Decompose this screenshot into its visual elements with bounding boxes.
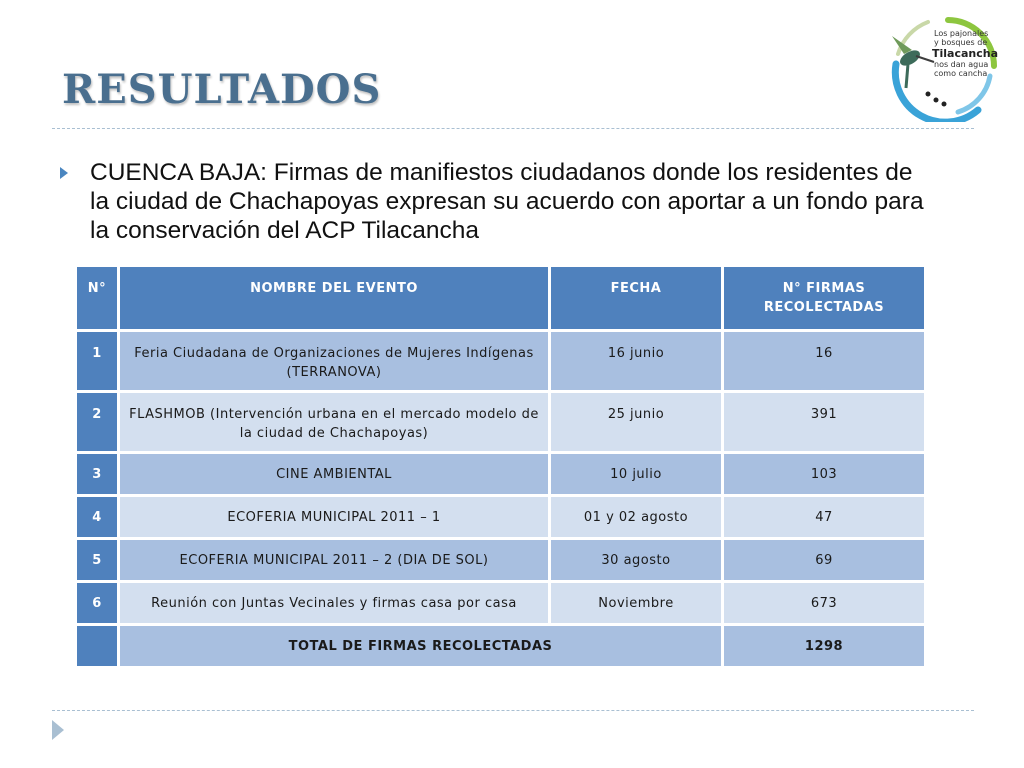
hummingbird-logo-icon — [888, 14, 1006, 122]
row-firms: 103 — [724, 454, 924, 494]
row-firms: 69 — [724, 540, 924, 580]
results-table — [74, 264, 927, 669]
logo — [888, 14, 1006, 122]
header-firms-line-2: RECOLECTADAS — [763, 300, 885, 315]
row-num: 1 — [77, 332, 117, 390]
top-divider — [52, 128, 974, 129]
header-event: NOMBRE DEL EVENTO — [120, 267, 548, 329]
row-num: 3 — [77, 454, 117, 494]
row-event: FLASHMOB (Intervención urbana en el mercado modelo de la ciudad de Chachapoyas) — [120, 393, 548, 451]
play-nav-icon[interactable] — [52, 720, 64, 740]
row-num: 4 — [77, 497, 117, 537]
table-header-row — [77, 267, 924, 329]
logo-line-1: Los pajonales — [934, 29, 989, 38]
header-num: N° — [77, 267, 117, 329]
header-firms-line-1: N° FIRMAS — [782, 281, 866, 296]
row-date: 30 agosto — [551, 540, 721, 580]
row-firms: 673 — [724, 583, 924, 623]
row-date: Noviembre — [551, 583, 721, 623]
total-value: 1298 — [724, 626, 924, 666]
bottom-divider — [52, 710, 974, 711]
table-row — [77, 332, 924, 390]
row-event: ECOFERIA MUNICIPAL 2011 – 1 — [120, 497, 548, 537]
row-event: ECOFERIA MUNICIPAL 2011 – 2 (DIA DE SOL) — [120, 540, 548, 580]
row-num: 6 — [77, 583, 117, 623]
logo-line-3: Tilacancha — [932, 47, 999, 60]
row-date: 25 junio — [551, 393, 721, 451]
logo-line-5: como cancha — [934, 69, 988, 78]
logo-line-2: y bosques de — [934, 38, 988, 47]
row-num: 2 — [77, 393, 117, 451]
logo-line-4: nos dan agua — [934, 60, 989, 69]
row-event: CINE AMBIENTAL — [120, 454, 548, 494]
total-label: TOTAL DE FIRMAS RECOLECTADAS — [120, 626, 721, 666]
table-row — [77, 454, 924, 494]
slide-title: RESULTADOS — [62, 66, 382, 113]
header-date: FECHA — [551, 267, 721, 329]
header-firms — [724, 267, 924, 329]
row-event: Reunión con Juntas Vecinales y firmas casa por casa — [120, 583, 548, 623]
row-date: 01 y 02 agosto — [551, 497, 721, 537]
row-date: 16 junio — [551, 332, 721, 390]
table-total-row — [77, 626, 924, 666]
row-firms: 47 — [724, 497, 924, 537]
row-firms: 16 — [724, 332, 924, 390]
bullet-text: CUENCA BAJA: Firmas de manifiestos ciudadanos donde los residentes de la ciudad de Chachapoyas expresan su acuerdo con aportar a un fondo para la conservación del ACP Tilacancha — [90, 159, 924, 244]
bullet-item — [60, 158, 930, 245]
table-row — [77, 393, 924, 451]
bullet-arrow-icon — [60, 167, 68, 179]
row-firms: 391 — [724, 393, 924, 451]
table-row — [77, 540, 924, 580]
row-num: 5 — [77, 540, 117, 580]
total-num-cell — [77, 626, 117, 666]
row-date: 10 julio — [551, 454, 721, 494]
table-row — [77, 583, 924, 623]
table-row — [77, 497, 924, 537]
row-event: Feria Ciudadana de Organizaciones de Mujeres Indígenas (TERRANOVA) — [120, 332, 548, 390]
